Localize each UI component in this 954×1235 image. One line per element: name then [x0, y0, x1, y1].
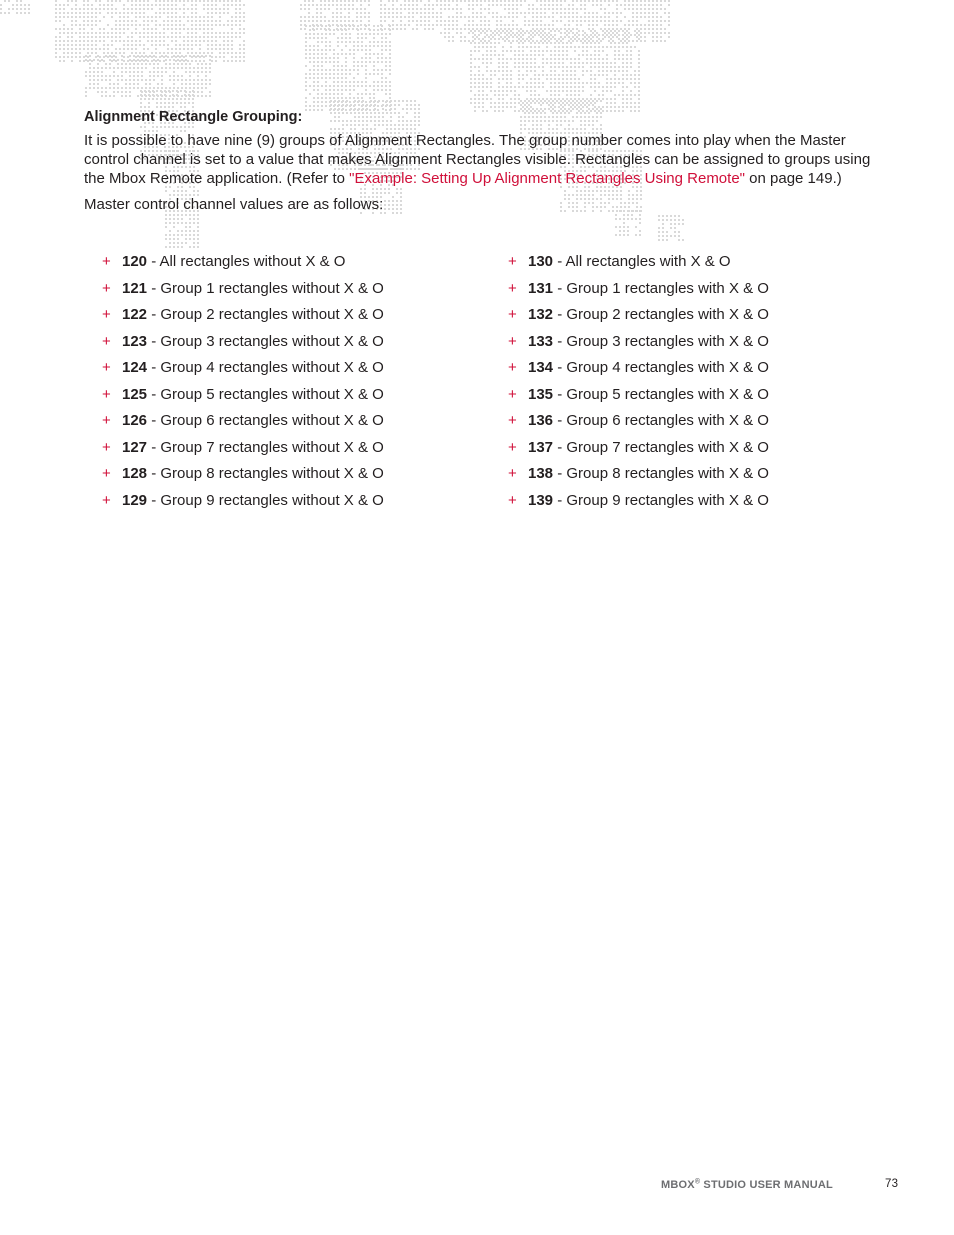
plus-bullet-icon: + — [102, 385, 111, 403]
channel-value: 132 — [528, 306, 554, 323]
plus-bullet-icon: + — [508, 465, 517, 482]
plus-bullet-icon: + — [508, 332, 517, 350]
plus-bullet-icon: + — [102, 359, 111, 376]
channel-description: - Group 9 rectangles with X & O — [553, 491, 769, 509]
plus-bullet-icon: + — [102, 332, 111, 350]
plus-bullet-icon: + — [508, 359, 517, 376]
list-item — [508, 252, 848, 279]
plus-bullet-icon: + — [508, 385, 517, 403]
list-item — [508, 279, 848, 306]
channel-value: 137 — [528, 438, 554, 456]
channel-value: 120 — [122, 253, 148, 270]
section-heading: Alignment Rectangle Grouping: — [84, 109, 303, 125]
channel-description: - Group 9 rectangles without X & O — [147, 491, 384, 509]
channel-description: - Group 5 rectangles without X & O — [147, 385, 384, 403]
plus-bullet-icon: + — [508, 438, 517, 456]
channel-value: 134 — [528, 359, 554, 376]
channel-value: 124 — [122, 359, 148, 376]
section-content — [84, 108, 884, 214]
channel-description: - Group 3 rectangles with X & O — [553, 332, 769, 350]
channel-value: 139 — [528, 491, 554, 509]
channel-description: - Group 5 rectangles with X & O — [553, 385, 769, 403]
plus-bullet-icon: + — [102, 279, 111, 297]
plus-bullet-icon: + — [508, 491, 517, 509]
channel-value: 133 — [528, 332, 554, 350]
list-item — [508, 411, 848, 438]
list-without-xo — [102, 252, 442, 517]
channel-description: - All rectangles without X & O — [147, 253, 346, 270]
plus-bullet-icon: + — [508, 412, 517, 429]
channel-description: - Group 8 rectangles with X & O — [553, 465, 769, 482]
channel-value: 123 — [122, 332, 148, 350]
list-item — [102, 252, 442, 279]
channel-description: - Group 6 rectangles without X & O — [147, 412, 384, 429]
page-footer — [661, 1178, 901, 1191]
list-item — [508, 491, 848, 518]
plus-bullet-icon: + — [508, 253, 517, 270]
channel-description: - Group 7 rectangles with X & O — [553, 438, 769, 456]
channel-value: 136 — [528, 412, 554, 429]
channel-description: - Group 4 rectangles without X & O — [147, 359, 384, 376]
list-item — [508, 438, 848, 465]
channel-description: - Group 6 rectangles with X & O — [553, 412, 769, 429]
list-with-xo — [508, 252, 848, 517]
list-item — [508, 464, 848, 491]
intro-paragraph: It is possible to have nine (9) groups of Alignment Rectangles. The group number comes into play when the Master control channel is set to a value that makes Alignment Rectangles visible. Rectangles can be assigned to groups using the Mbox Remote application. (Refer to "Example: Setting Up Alignment Rectangles Using Remote" on page 149.) — [84, 132, 871, 187]
list-item — [102, 358, 442, 385]
channel-description: - Group 3 rectangles without X & O — [147, 332, 384, 350]
list-item — [508, 358, 848, 385]
list-item — [102, 491, 442, 518]
plus-bullet-icon: + — [102, 253, 111, 270]
channel-description: - Group 2 rectangles without X & O — [147, 306, 384, 323]
plus-bullet-icon: + — [102, 412, 111, 429]
channel-value: 125 — [122, 385, 148, 403]
channel-value: 127 — [122, 438, 148, 456]
manual-title: MBOX® STUDIO USER MANUAL — [661, 1178, 833, 1191]
cross-reference-link[interactable]: "Example: Setting Up Alignment Rectangles Using Remote" — [349, 170, 745, 187]
channel-value: 138 — [528, 465, 554, 482]
channel-value: 130 — [528, 253, 554, 270]
list-item — [102, 385, 442, 412]
page-number: 73 — [885, 1178, 899, 1190]
list-item — [508, 305, 848, 332]
list-item — [508, 332, 848, 359]
list-item — [102, 464, 442, 491]
channel-description: - Group 7 rectangles without X & O — [147, 438, 384, 456]
channel-value: 131 — [528, 279, 554, 297]
list-item — [508, 385, 848, 412]
plus-bullet-icon: + — [508, 279, 517, 297]
plus-bullet-icon: + — [508, 306, 517, 323]
list-item — [102, 438, 442, 465]
channel-value: 128 — [122, 465, 148, 482]
plus-bullet-icon: + — [102, 465, 111, 482]
channel-value: 122 — [122, 306, 148, 323]
channel-description: - Group 8 rectangles without X & O — [147, 465, 384, 482]
list-item — [102, 332, 442, 359]
channel-value: 135 — [528, 385, 554, 403]
list-item — [102, 279, 442, 306]
channel-description: - Group 1 rectangles with X & O — [553, 279, 769, 297]
plus-bullet-icon: + — [102, 491, 111, 509]
channel-value: 129 — [122, 491, 148, 509]
channel-description: - Group 1 rectangles without X & O — [147, 279, 384, 297]
list-item — [102, 411, 442, 438]
channel-description: - All rectangles with X & O — [553, 253, 731, 270]
list-item — [102, 305, 442, 332]
plus-bullet-icon: + — [102, 438, 111, 456]
channel-value: 121 — [122, 279, 148, 297]
plus-bullet-icon: + — [102, 306, 111, 323]
channel-description: - Group 2 rectangles with X & O — [553, 306, 769, 323]
values-intro: Master control channel values are as follows: — [84, 196, 384, 213]
channel-value: 126 — [122, 412, 148, 429]
channel-description: - Group 4 rectangles with X & O — [553, 359, 769, 376]
